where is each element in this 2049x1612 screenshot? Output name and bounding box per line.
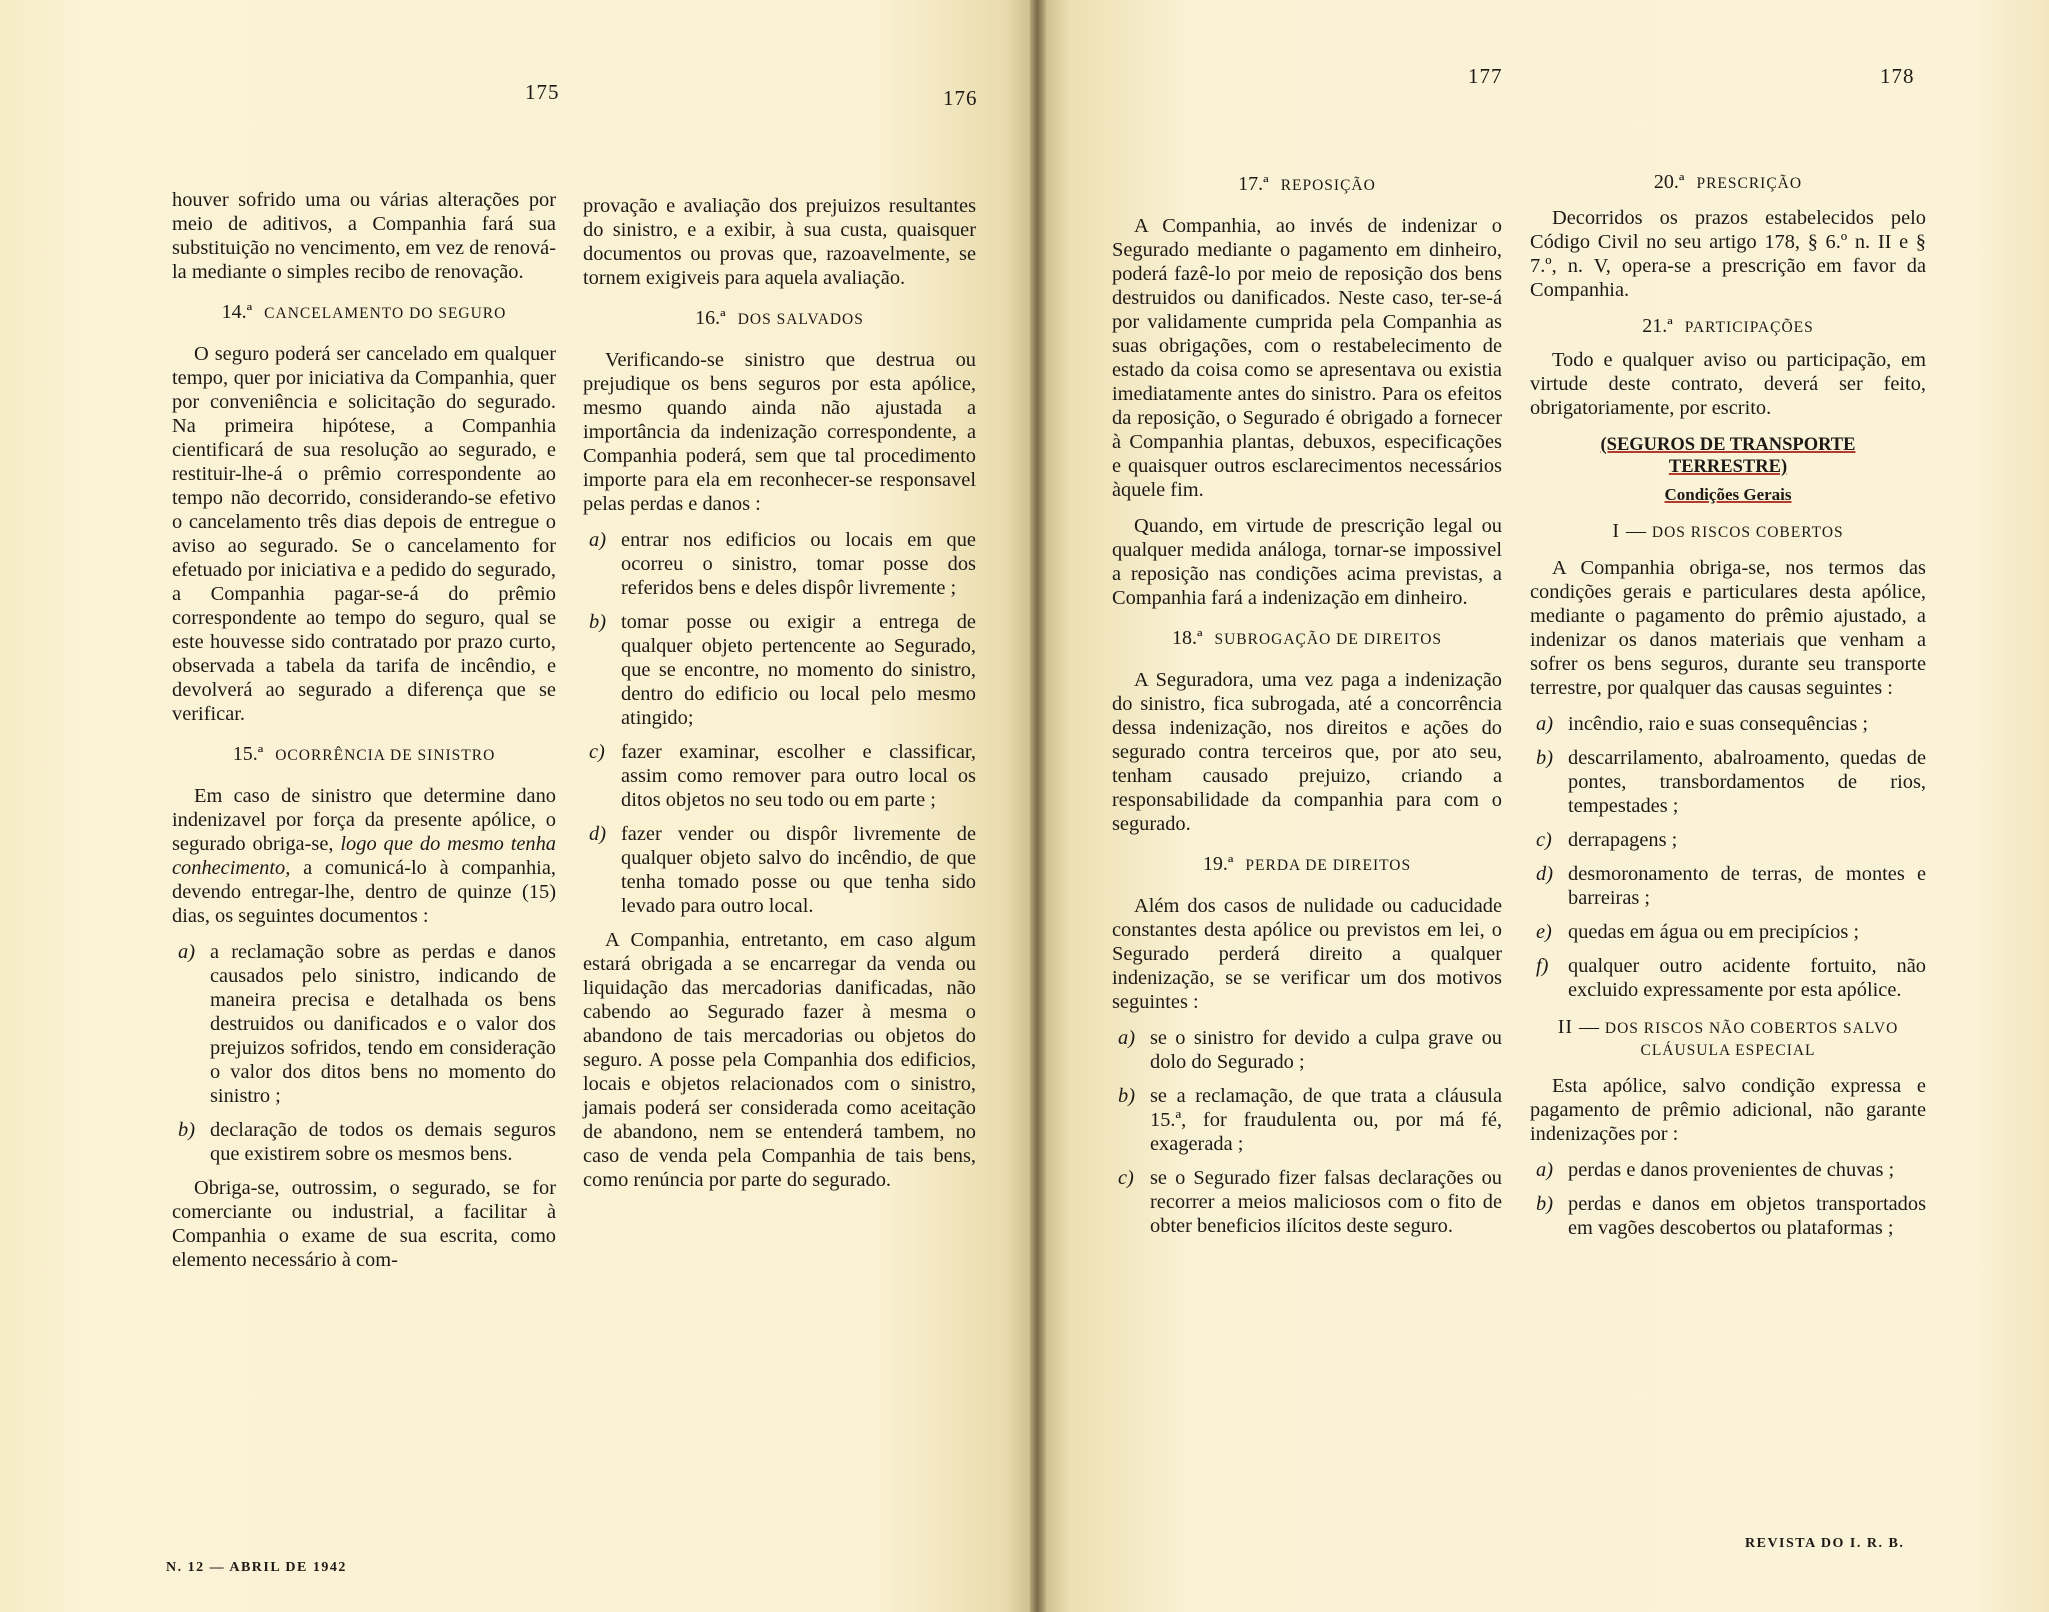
column-page-176 <box>583 194 976 1204</box>
paragraph: Obriga-se, outrossim, o segurado, se for comerciante ou industrial, a facilitar à Companhia o exame de sua escrita, como elemento necessário à com- <box>172 1177 556 1271</box>
item-letter: b) <box>1536 1193 1553 1215</box>
item-letter: c) <box>1536 829 1552 851</box>
paragraph: Todo e qualquer aviso ou participação, em virtude deste contrato, deverá ser feito, obrigatoriamente, por escrito. <box>1530 349 1926 419</box>
list-item <box>583 528 976 600</box>
roman-title: CLÁUSULA ESPECIAL <box>1640 1042 1816 1059</box>
item-letter: d) <box>589 823 606 845</box>
section-heading-20 <box>1530 170 1926 196</box>
column-page-178 <box>1530 166 1926 1250</box>
section-heading-21 <box>1530 314 1926 340</box>
item-text: qualquer outro acidente fortuito, não excluido expressamente por esta apólice. <box>1568 955 1926 1001</box>
list-item <box>583 740 976 812</box>
roman-heading-1 <box>1530 520 1926 544</box>
list-item <box>1112 1026 1502 1074</box>
section-number: 21.ª <box>1642 315 1673 337</box>
roman-number: I — <box>1612 520 1647 542</box>
item-letter: c) <box>1118 1167 1134 1189</box>
roman-title: DOS RISCOS NÃO COBERTOS SALVO <box>1604 1020 1899 1037</box>
page-number-177: 177 <box>1468 64 1503 88</box>
item-text: entrar nos edificios ou locais em que ocorreu o sinistro, tomar posse dos referidos bens e deles dispôr livremente ; <box>621 529 976 599</box>
section-title: DOS SALVADOS <box>737 311 864 328</box>
item-text: descarrilamento, abalroamento, quedas de pontes, transbordamentos de rios, tempestades ; <box>1568 747 1926 817</box>
book-gutter <box>1030 0 1046 1612</box>
paragraph: A Companhia, ao invés de indenizar o Segurado mediante o pagamento em dinheiro, poderá fazê-lo por meio de reposição dos bens destruidos ou danificados. Neste caso, ter-se-á por validamente cumprida pela Companhia as suas obrigações, com o restabelecimento de estado da coisa como se apresentava ou existia imediatamente antes do sinistro. Para os efeitos da reposição, o Segurado é obrigado a fornecer à Companhia plantas, debuxos, especificações e quaisquer outros esclarecimentos necessários àquele fim. <box>1112 215 1502 501</box>
list-item <box>172 1118 556 1166</box>
item-text: perdas e danos provenientes de chuvas ; <box>1568 1159 1895 1181</box>
item-letter: d) <box>1536 863 1553 885</box>
subtitle-text: Condições Gerais <box>1664 485 1792 504</box>
item-letter: a) <box>1118 1027 1135 1049</box>
section-title: PRESCRIÇÃO <box>1696 175 1803 192</box>
list-item <box>1530 828 1926 852</box>
item-letter: a) <box>178 941 195 963</box>
column-page-175 <box>172 188 556 1284</box>
item-text: se o sinistro for devido a culpa grave ou dolo do Segurado ; <box>1150 1027 1502 1073</box>
paragraph: Esta apólice, salvo condição expressa e pagamento de prêmio adicional, não garante indenizações por : <box>1530 1075 1926 1145</box>
item-text: tomar posse ou exigir a entrega de qualquer objeto pertencente ao Segurado, que se encontre, no momento do sinistro, dentro do edificio ou local pelo mesmo atingido; <box>621 611 976 729</box>
section-title: SUBROGAÇÃO DE DIREITOS <box>1214 631 1443 648</box>
text-run: a comunicá-lo à companhia, devendo entregar-lhe, dentro de quinze (15) dias, os seguintes documentos : <box>172 857 556 927</box>
list-item <box>1530 954 1926 1002</box>
list-item <box>1530 712 1926 736</box>
footer-journal: REVISTA DO I. R. B. <box>1745 1536 1905 1551</box>
section-heading-19 <box>1112 852 1502 878</box>
document-title <box>1530 434 1926 478</box>
item-text: a reclamação sobre as perdas e danos causados pelo sinistro, indicando de maneira precisa e detalhada os bens destruidos ou danificados e o valor dos prejuizos sofridos, tendo em consideração o valor dos ditos bens no momento do sinistro ; <box>210 941 556 1107</box>
item-letter: a) <box>1536 713 1553 735</box>
section-title: PARTICIPAÇÕES <box>1684 319 1814 336</box>
paragraph: Decorridos os prazos estabelecidos pelo Código Civil no seu artigo 178, § 6.º n. II e § 7.º, n. V, opera-se a prescrição em favor da Companhia. <box>1530 207 1926 301</box>
page-number-176: 176 <box>943 86 978 110</box>
footer-issue: N. 12 — ABRIL DE 1942 <box>166 1560 347 1575</box>
section-number: 20.ª <box>1653 171 1685 193</box>
item-text: derrapagens ; <box>1568 829 1678 851</box>
section-heading-17 <box>1112 172 1502 198</box>
paragraph: Além dos casos de nulidade ou caducidade constantes desta apólice ou previstos em lei, o Segurado perderá direito a qualquer indenização, se se verificar um dos motivos seguintes : <box>1112 895 1502 1013</box>
paragraph: Quando, em virtude de prescrição legal ou qualquer medida análoga, tornar-se impossivel a reposição nas condições acima previstas, a Companhia fará a indenização em dinheiro. <box>1112 515 1502 609</box>
item-letter: b) <box>178 1119 195 1141</box>
paragraph: A Companhia, entretanto, em caso algum estará obrigada a se encarregar da venda ou liquidação das mercadorias danificadas, não cabendo ao Segurado fazer à mesma o abandono de tais mercadorias ou objetos do seguro. A posse pela Companhia dos edificios, locais e objetos relacionados com o sinistro, jamais poderá ser considerada como aceitação de abandono, nem se entenderá tambem, no caso de venda pela Companhia de tais bens, como renúncia por parte do segurado. <box>583 929 976 1191</box>
section-number: 14.ª <box>221 301 253 323</box>
section-heading-14 <box>172 300 556 326</box>
list-item <box>583 610 976 730</box>
item-text: se a reclamação, de que trata a cláusula 15.ª, for fraudulenta ou, por má fé, exagerada ; <box>1150 1085 1502 1155</box>
italic-text-run: logo que do mesmo tenha conhecimento, <box>172 833 556 879</box>
list-item <box>1530 1158 1926 1182</box>
section-title: PERDA DE DIREITOS <box>1245 857 1412 874</box>
item-text: quedas em água ou em precipícios ; <box>1568 921 1860 943</box>
title-line: TERRESTRE) <box>1668 457 1788 477</box>
paragraph <box>172 784 556 928</box>
roman-number: II — <box>1557 1016 1601 1038</box>
paragraph: A Seguradora, uma vez paga a indenização do sinistro, fica subrogada, até a concorrência dessa indenização, nos direitos e ações do segurado contra terceiros que, por ato seu, tenham causado prejuizo, criando a responsabilidade da companhia para com o segurado. <box>1112 669 1502 835</box>
item-text: incêndio, raio e suas consequências ; <box>1568 713 1869 735</box>
text-run: Em caso de sinistro que determine dano indenizavel por força da presente apólice, o segurado obriga-se, <box>172 785 556 855</box>
list-item <box>1530 920 1926 944</box>
item-text: se o Segurado fizer falsas declarações ou recorrer a meios maliciosos com o fito de obter beneficios ilícitos deste seguro. <box>1150 1167 1502 1237</box>
roman-heading-2 <box>1530 1016 1926 1062</box>
page-number-178: 178 <box>1880 64 1915 88</box>
column-page-177 <box>1112 168 1502 1248</box>
document-subtitle <box>1530 484 1926 506</box>
section-heading-18 <box>1112 626 1502 652</box>
item-letter: b) <box>1536 747 1553 769</box>
list-item <box>172 940 556 1108</box>
item-letter: b) <box>589 611 606 633</box>
paragraph: O seguro poderá ser cancelado em qualquer tempo, quer por iniciativa da Companhia, quer por conveniência e solicitação do segurado. Na primeira hipótese, a Companhia cientificará de sua resolução ao segurado, e restituir-lhe-á o prêmio correspondente ao tempo não decorrido, considerando-se efetivo o cancelamento três dias depois de entregue o aviso ao segurado. Se o cancelamento for efetuado por iniciativa e a pedido do segurado, a Companhia pagar-se-á do prêmio correspondente ao tempo do seguro, qual se este houvesse sido contratado por prazo curto, observada a tabela da tarifa de incêndio, e devolverá ao segurado a diferença que se verificar. <box>172 343 556 725</box>
paragraph: A Companhia obriga-se, nos termos das condições gerais e particulares desta apólice, mediante o pagamento do prêmio ajustado, a indenizar os danos materiais que venham a sofrer os bens seguros, durante seu transporte terrestre, por qualquer das causas seguintes : <box>1530 557 1926 699</box>
section-title: CANCELAMENTO DO SEGURO <box>264 305 507 322</box>
section-number: 19.ª <box>1202 853 1234 875</box>
item-text: fazer vender ou dispôr livremente de qualquer objeto salvo do incêndio, de que tenha tomado posse ou que tenha sido levado para outro local. <box>621 823 976 917</box>
list-item <box>1530 862 1926 910</box>
item-letter: a) <box>1536 1159 1553 1181</box>
item-letter: c) <box>589 741 605 763</box>
roman-title: DOS RISCOS COBERTOS <box>1651 524 1844 541</box>
item-text: fazer examinar, escolher e classificar, assim como remover para outro local os ditos objetos no seu todo ou em parte ; <box>621 741 976 811</box>
list-item <box>583 822 976 918</box>
section-title: OCORRÊNCIA DE SINISTRO <box>275 747 496 764</box>
list-item <box>1112 1084 1502 1156</box>
item-letter: e) <box>1536 921 1552 943</box>
item-letter: a) <box>589 529 606 551</box>
section-number: 18.ª <box>1171 627 1203 649</box>
list-item <box>1530 1192 1926 1240</box>
section-number: 15.ª <box>232 743 264 765</box>
list-item <box>1530 746 1926 818</box>
paragraph: houver sofrido uma ou várias alterações por meio de aditivos, a Companhia fará sua substituição no vencimento, em vez de renová-la mediante o simples recibo de renovação. <box>172 189 556 283</box>
paragraph: provação e avaliação dos prejuizos resultantes do sinistro, e a exibir, à sua custa, quaisquer documentos ou provas que, razoavelmente, se tornem exigiveis para aquela avaliação. <box>583 195 976 289</box>
section-number: 16.ª <box>695 307 726 329</box>
item-letter: b) <box>1118 1085 1135 1107</box>
section-heading-16 <box>583 306 976 332</box>
page-number-175: 175 <box>525 80 560 104</box>
section-heading-15 <box>172 742 556 768</box>
item-letter: f) <box>1536 955 1549 977</box>
paragraph: Verificando-se sinistro que destrua ou prejudique os bens seguros por esta apólice, mesmo quando ainda não ajustada a importância da indenização correspondente, a Companhia poderá, sem que tal procedimento importe para ela em reconhecer-se responsavel pelas perdas e danos : <box>583 349 976 515</box>
item-text: perdas e danos em objetos transportados em vagões descobertos ou plataformas ; <box>1568 1193 1926 1239</box>
title-line: (SEGUROS DE TRANSPORTE <box>1600 435 1856 455</box>
list-item <box>1112 1166 1502 1238</box>
item-text: desmoronamento de terras, de montes e barreiras ; <box>1568 863 1926 909</box>
item-text: declaração de todos os demais seguros que existirem sobre os mesmos bens. <box>210 1119 556 1165</box>
section-number: 17.ª <box>1238 173 1269 195</box>
section-title: REPOSIÇÃO <box>1280 177 1376 194</box>
